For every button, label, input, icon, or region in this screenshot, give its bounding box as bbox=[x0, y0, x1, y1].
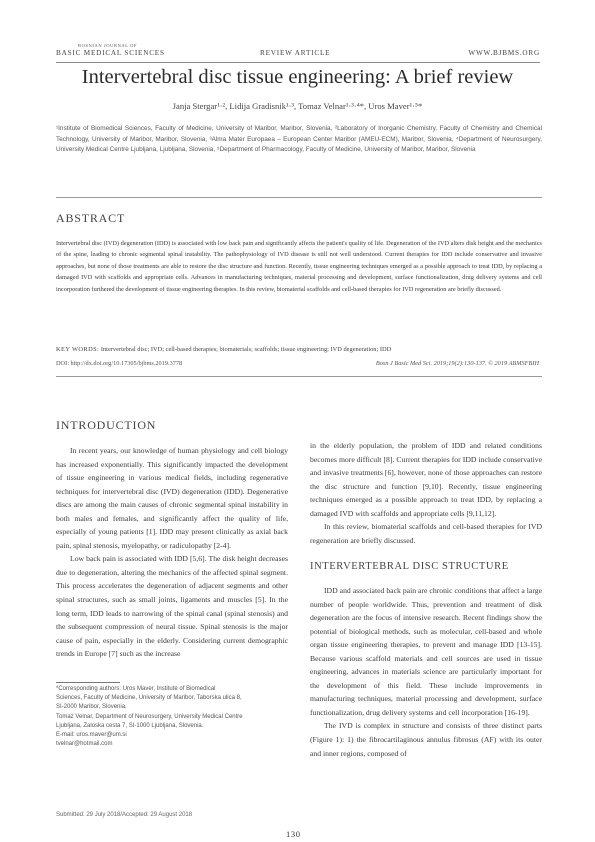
footnote-rule bbox=[56, 682, 120, 683]
right-column-top bbox=[310, 439, 542, 547]
left-column bbox=[56, 444, 288, 661]
introduction-heading: INTRODUCTION bbox=[56, 418, 157, 432]
citation: Bosn J Basic Med Sci. 2019;19(2):130-137. © 2019 ABMSFBIH bbox=[375, 360, 539, 367]
footnote-email[interactable]: E-mail: uros.maver@um.si bbox=[56, 732, 127, 739]
page-number: 130 bbox=[286, 829, 301, 839]
intro-paragraph-4: In this review, biomaterial scaffolds and cell-based therapies for IVD regeneration are briefly discussed. bbox=[310, 522, 542, 545]
footnotes bbox=[56, 685, 288, 749]
ivd-structure-heading: INTERVERTEBRAL DISC STRUCTURE bbox=[310, 561, 509, 572]
intro-paragraph-3: in the elderly population, the problem of IDD and related conditions becomes more difficult [8]. Current therapies for IDD include conservative and invasive treatments [6], however, none of those approaches can restore the disc structure and function [9,10]. Recently, tissue engineering techniques emerged as a possible approach to treat IDD, by replacing a damaged IVD with scaffolds and appropriate cells [9,11,12]. bbox=[310, 441, 542, 518]
keywords-label: KEY WORDS: bbox=[56, 346, 100, 353]
doi-link[interactable]: DOI: http://dx.doi.org/10.17305/bjbms.2019.3778 bbox=[56, 360, 183, 367]
divider-top bbox=[56, 197, 542, 198]
keywords-list: Intervertebral disc; IVD; cell-based therapies; biomaterials; scaffolds; tissue engineering; IVD degeneration; IDD bbox=[100, 346, 392, 353]
right-column-bottom bbox=[310, 584, 542, 760]
ivd-paragraph-1: IDD and associated back pain are chronic conditions that affect a large number of people worldwide. Thus, prevention and treatment of disk degeneration are the focus of intensive research. Recent findings show the potential of biological methods, such as molecular, cell-based and whole organ tissue engineering therapies, to prevent and manage IDD [13-15]. Because various scaffold materials and cell sources are used in tissue engineering, advances in materials science are particularly important for the development of this field. These include improvements in manufacturing techniques, material processing and development, surface functionalization, drug delivery systems and cell incorporation [16-19]. bbox=[310, 586, 542, 717]
intro-paragraph-2: Low back pain is associated with IDD [5,6]. The disk height decreases due to degeneration, altering the mechanics of the affected spinal segment. This process accelerates the degeneration of adjacent segments and other spinal structures, such as small joints, ligaments and muscles [5]. In the long term, IDD leads to narrowing of the spinal canal (spinal stenosis) and the subsequent compression of neural tissue. Spinal stenosis is the major cause of pain, especially in the elderly. Considering current demographic trends in Europe [7] such as the increase bbox=[56, 554, 288, 659]
affiliations: ¹Institute of Biomedical Sciences, Faculty of Medicine, University of Maribor, Maribor, Slovenia, ²Laboratory of Inorganic Chemistry, Faculty of Chemistry and Chemical Technology, University of Maribor, Maribor, Slovenia, ³Alma Mater Europaea – European Center Maribor (AMEU-ECM), Maribor, Slovenia, ⁴Department of Neurosurgery, University Medical Centre Ljubljana, Ljubljana, Slovenia, ⁵Department of Pharmacology, Faculty of Medicine, University of Maribor, Maribor, Slovenia bbox=[56, 125, 542, 153]
running-header bbox=[56, 42, 540, 63]
journal-name: BASIC MEDICAL SCIENCES bbox=[56, 49, 165, 57]
author-list: Janja Stergar¹·², Lidija Gradisnik¹·³, Tomaz Velnar¹·³·⁴*, Uros Maver¹·⁵* bbox=[172, 101, 423, 111]
footnote-line: SI-2000 Maribor, Slovenia. bbox=[56, 704, 127, 711]
submission-dates: Submitted: 29 July 2018/Accepted: 29 August 2018 bbox=[56, 812, 193, 818]
footnote-line: Sciences, Faculty of Medicine, University of Maribor, Taborska ulica 8, bbox=[56, 695, 242, 702]
intro-paragraph-1: In recent years, our knowledge of human physiology and cell biology has increased exponentially. This significantly impacted the development of tissue engineering in various medical fields, including regenerative techniques for intervertebral disc (IVD) degeneration (IDD). Degenerative discs are among the main causes of chronic segmental spinal instability in both males and females, and significantly affect the quality of life, especially of young patients [1]. IDD may present clinically as axial back pain, spinal stenosis, myelopathy, or radiculopathy [2-4]. bbox=[56, 446, 288, 550]
abstract-text: Intervertebral disc (IVD) degeneration (IDD) is associated with low back pain and significantly affects the patient's quality of life. Degeneration of the IVD alters disk height and the mechanics of the spine, leading to chronic segmental spinal instability. The pathophysiology of IVD disease is still not well understood. Current therapies for IDD include conservative and invasive approaches, but none of those treatments are able to restore the disc structure and function. Recently, tissue engineering techniques emerged as a possible approach to treat IDD, by replacing a damaged IVD with scaffolds and appropriate cells. Advances in manufacturing techniques, material processing and development, surface functionalization, drug delivery systems and cell incorporation furthered the development of tissue engineering therapies. In this review, biomaterial scaffolds and cell-based therapies for IVD regeneration are briefly discussed. bbox=[56, 240, 542, 293]
keywords bbox=[56, 346, 542, 353]
divider-bottom bbox=[56, 376, 542, 377]
footnote-line: *Corresponding authors: Uros Maver, Institute of Biomedical bbox=[56, 686, 216, 692]
ivd-paragraph-2: The IVD is complex in structure and consists of three distinct parts (Figure 1): 1) the fibrocartilaginous annulus fibrosus (AF) with its outer and inner regions, composed of bbox=[310, 721, 542, 758]
article-title: Intervertebral disc tissue engineering: A brief review bbox=[81, 66, 514, 88]
journal-website: WWW.BJBMS.ORG bbox=[468, 49, 540, 57]
footnote-line: Ljubljana, Zaloska cesta 7, SI-1000 Ljubljana, Slovenia. bbox=[56, 722, 204, 729]
journal-name-small: BOSNIAN JOURNAL OF bbox=[78, 43, 138, 48]
abstract-heading: ABSTRACT bbox=[56, 211, 126, 225]
footnote-email[interactable]: tvelnar@hotmail.com bbox=[56, 741, 113, 748]
article-type: REVIEW ARTICLE bbox=[260, 49, 331, 57]
footnote-line: Tomaz Velnar, Department of Neurosurgery, University Medical Centre bbox=[56, 713, 243, 720]
